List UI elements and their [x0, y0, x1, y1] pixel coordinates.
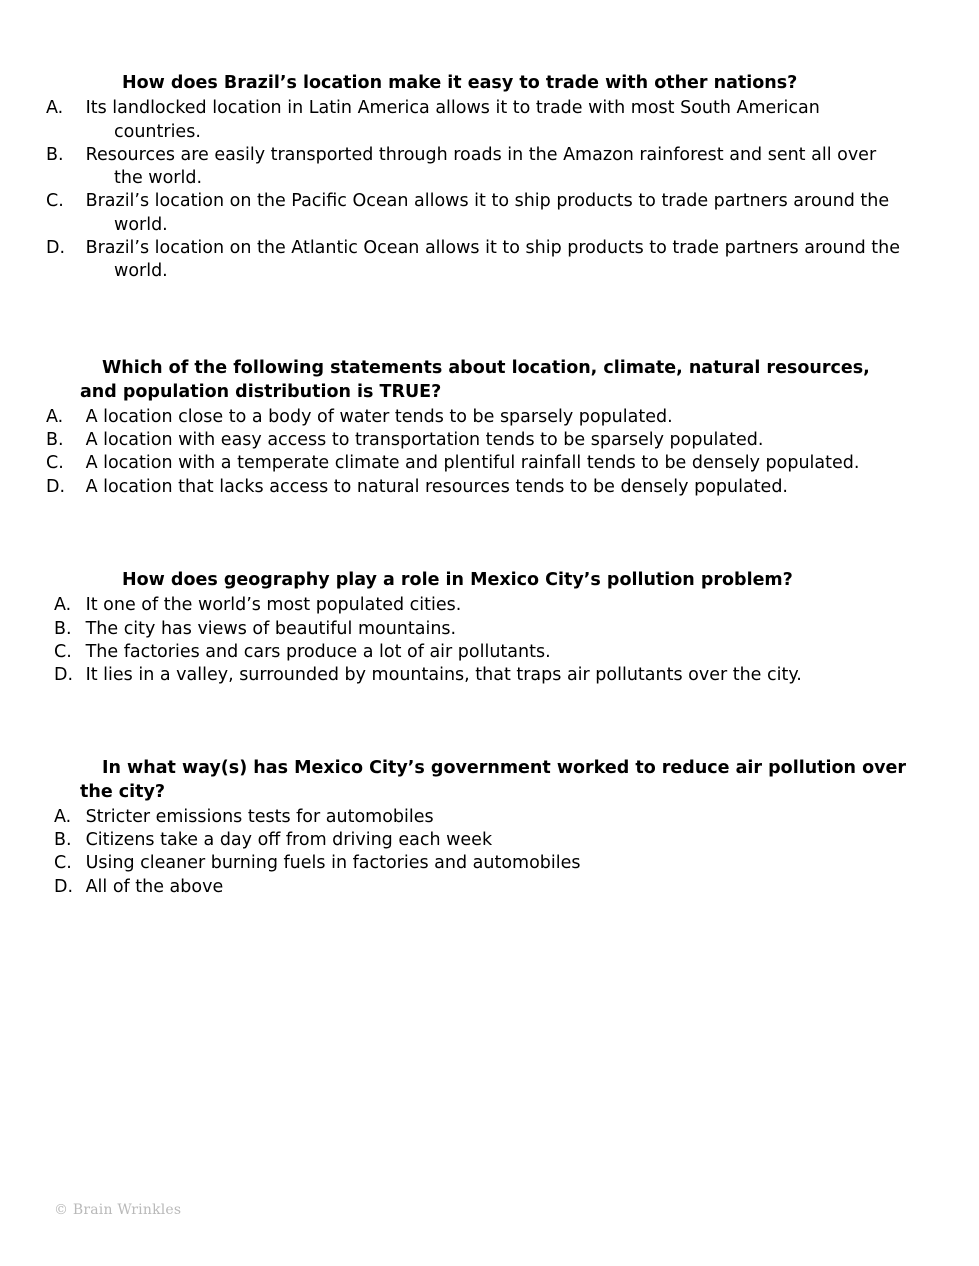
answer-choice-text: A location with a temperate climate and plentiful rainfall tends to be densely populated. [85, 453, 860, 474]
answer-choice-list [46, 97, 907, 283]
answer-choice-text: Brazil’s location on the Pacific Ocean allows it to ship products to trade partners around the world. [85, 191, 890, 235]
question-block [54, 569, 907, 687]
answer-choice[interactable]: D. Brazil’s location on the Atlantic Ocean allows it to ship products to trade partners around the world. [46, 237, 901, 282]
answer-choice[interactable]: B. The city has views of beautiful mountains. [54, 618, 457, 639]
answer-choice-text: Brazil’s location on the Atlantic Ocean allows it to ship products to trade partners around the world. [85, 237, 901, 282]
spacer [80, 323, 907, 357]
answer-choice[interactable]: D. It lies in a valley, surrounded by mountains, that traps air pollutants over the city. [54, 665, 802, 686]
answer-choice[interactable]: C. Using cleaner burning fuels in factories and automobiles [54, 853, 581, 874]
question-block [46, 72, 907, 283]
answer-choice[interactable]: A. A location close to a body of water tends to be sparsely populated. [46, 406, 673, 427]
answer-choice[interactable]: B. A location with easy access to transportation tends to be sparsely populated. [46, 430, 764, 451]
answer-choice-text: Citizens take a day off from driving each week [85, 830, 493, 851]
question-stem: How does geography play a role in Mexico City’s pollution problem? [122, 569, 793, 590]
question-block [46, 357, 907, 499]
answer-choice-text: The city has views of beautiful mountains. [85, 618, 457, 639]
spacer [80, 539, 907, 569]
answer-choice[interactable]: A. It one of the world’s most populated cities. [54, 595, 462, 616]
answer-choice[interactable]: A. Its landlocked location in Latin America allows it to trade with most South American countries. [46, 98, 820, 142]
answer-choice-text: A location with easy access to transportation tends to be sparsely populated. [85, 430, 764, 451]
answer-choice[interactable]: C. The factories and cars produce a lot of air pollutants. [54, 641, 551, 662]
answer-choice-text: Its landlocked location in Latin America allows it to trade with most South American countries. [85, 98, 820, 142]
answer-choice[interactable]: D. All of the above [54, 876, 224, 897]
answer-choice-text: Resources are easily transported through roads in the Amazon rainforest and sent all over the world. [85, 144, 877, 189]
spacer [80, 727, 907, 757]
answer-choice-text: Stricter emissions tests for automobiles [85, 806, 434, 827]
footer-credit: © Brain Wrinkles [54, 1202, 182, 1218]
answer-choice[interactable]: A. Stricter emissions tests for automobiles [54, 806, 434, 827]
answer-choice[interactable]: C. A location with a temperate climate and plentiful rainfall tends to be densely populated. [46, 453, 860, 474]
answer-choice[interactable]: C. Brazil’s location on the Pacific Ocean allows it to ship products to trade partners around the world. [46, 191, 890, 235]
question-stem: Which of the following statements about location, climate, natural resources, and population distribution is TRUE? [80, 358, 870, 402]
answer-choice-text: All of the above [85, 876, 224, 897]
question-stem: How does Brazil’s location make it easy to trade with other nations? [122, 73, 798, 93]
answer-choice-text: It one of the world’s most populated cities. [85, 595, 462, 616]
answer-choice[interactable]: D. A location that lacks access to natural resources tends to be densely populated. [46, 476, 788, 497]
answer-choice-text: A location that lacks access to natural resources tends to be densely populated. [85, 476, 788, 497]
answer-choice-text: Using cleaner burning fuels in factories and automobiles [85, 853, 581, 874]
question-block [54, 757, 907, 899]
answer-choice-text: A location close to a body of water tends to be sparsely populated. [85, 406, 673, 427]
answer-choice-text: The factories and cars produce a lot of air pollutants. [85, 641, 551, 662]
question-stem: In what way(s) has Mexico City’s government worked to reduce air pollution over the city? [80, 758, 907, 802]
answer-choice-list [54, 594, 907, 687]
answer-choice[interactable]: B. Citizens take a day off from driving each week [54, 830, 493, 851]
answer-choice-text: It lies in a valley, surrounded by mountains, that traps air pollutants over the city. [85, 665, 802, 686]
answer-choice-list [46, 406, 907, 499]
answer-choice-list [54, 806, 907, 899]
answer-choice[interactable]: B. Resources are easily transported through roads in the Amazon rainforest and sent all over the world. [46, 144, 877, 189]
